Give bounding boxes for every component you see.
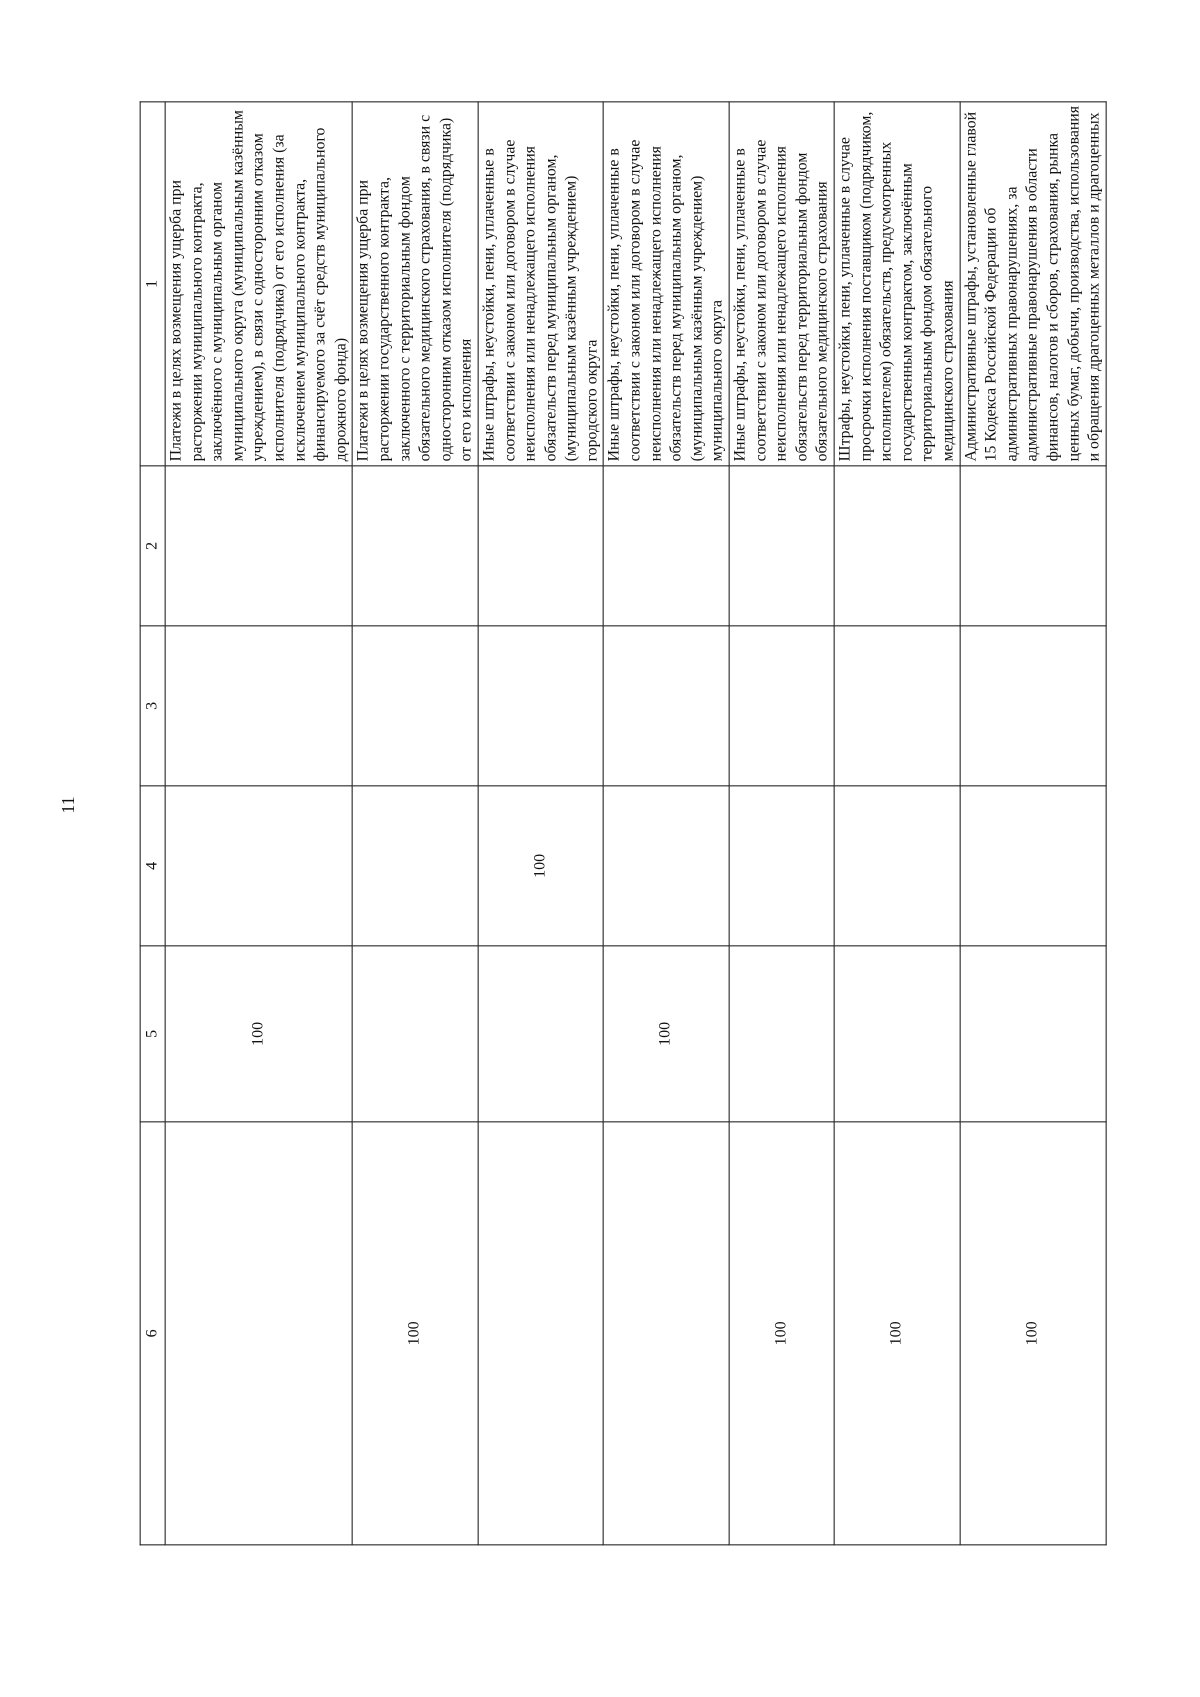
- col2-value: [729, 466, 834, 626]
- col6-value: [165, 1122, 352, 1545]
- col4-value: [834, 786, 960, 946]
- col5-value: [352, 946, 478, 1122]
- column-header: 4: [140, 786, 165, 946]
- column-header: 1: [140, 102, 165, 466]
- col6-value: [478, 1122, 604, 1545]
- col3-value: [352, 626, 478, 786]
- table-header-row: [140, 102, 165, 1545]
- col3-value: [165, 626, 352, 786]
- col3-value: [729, 626, 834, 786]
- col4-value: [729, 786, 834, 946]
- col4-value: [352, 786, 478, 946]
- col5-value: [729, 946, 834, 1122]
- column-header: 2: [140, 466, 165, 626]
- row-description: Иные штрафы, неустойки, пени, уплаченные в соответствии с законом или договором в случае неисполнения или ненадлежащего исполнения обязательств перед муниципальным органом, (муниципальным казённым учреждением) муниципального округа: [603, 102, 729, 466]
- col5-value: [834, 946, 960, 1122]
- col3-value: [834, 626, 960, 786]
- table-row: [959, 102, 1105, 1545]
- col6-value: 100: [959, 1122, 1105, 1545]
- col2-value: [834, 466, 960, 626]
- col5-value: 100: [603, 946, 729, 1122]
- col3-value: [478, 626, 604, 786]
- col5-value: [959, 946, 1105, 1122]
- col4-value: 100: [478, 786, 604, 946]
- col3-value: [603, 626, 729, 786]
- col6-value: 100: [352, 1122, 478, 1545]
- column-header: 6: [140, 1122, 165, 1545]
- row-description: Административные штрафы, установленные главой 15 Кодекса Российской Федерации об административных правонарушениях, за административные правонарушения в области финансов, налогов и сборов, страхования, рынка ценных бумаг, добычи, производства, использования и обращения драгоценных металлов и драгоценных: [959, 102, 1105, 466]
- col3-value: [959, 626, 1105, 786]
- row-description: Платежи в целях возмещения ущерба при расторжении муниципального контракта, заключённого с муниципальным органом муниципального округа (муниципальным казённым учреждением), в связи с односторонним отказом исполнителя (подрядчика) от его исполнения (за исключением муниципального контракта, финансируемого за счёт средств муниципального дорожного фонда): [165, 102, 352, 466]
- table-row: [478, 102, 604, 1545]
- col2-value: [478, 466, 604, 626]
- col2-value: [165, 466, 352, 626]
- col4-value: [959, 786, 1105, 946]
- table-row: [603, 102, 729, 1545]
- col6-value: 100: [729, 1122, 834, 1545]
- col6-value: [603, 1122, 729, 1545]
- column-header: 3: [140, 626, 165, 786]
- col5-value: [478, 946, 604, 1122]
- col2-value: [959, 466, 1105, 626]
- table-row: [165, 102, 352, 1545]
- page-number: 11: [58, 796, 78, 814]
- col6-value: 100: [834, 1122, 960, 1545]
- row-description: Иные штрафы, неустойки, пени, уплаченные в соответствии с законом или договором в случае неисполнения или ненадлежащего исполнения обязательств перед территориальным фондом обязательного медицинского страхования: [729, 102, 834, 466]
- table-row: [352, 102, 478, 1545]
- row-description: Иные штрафы, неустойки, пени, уплаченные в соответствии с законом или договором в случае неисполнения или ненадлежащего исполнения обязательств перед муниципальным органом, (муниципальным казённым учреждением) городского округа: [478, 102, 604, 466]
- table-row: [729, 102, 834, 1545]
- revenue-distribution-table: [139, 101, 1106, 1545]
- column-header: 5: [140, 946, 165, 1122]
- table-row: [834, 102, 960, 1545]
- col4-value: [603, 786, 729, 946]
- col2-value: [352, 466, 478, 626]
- row-description: Платежи в целях возмещения ущерба при расторжении государственного контракта, заключенного с территориальным фондом обязательного медицинского страхования, в связи с односторонним отказом исполнителя (подрядчика) от его исполнения: [352, 102, 478, 466]
- row-description: Штрафы, неустойки, пени, уплаченные в случае просрочки исполнения поставщиком (подрядчиком, исполнителем) обязательств, предусмотренных государственным контрактом, заключённым территориальным фондом обязательного медицинского страхования: [834, 102, 960, 466]
- col2-value: [603, 466, 729, 626]
- col5-value: 100: [165, 946, 352, 1122]
- col4-value: [165, 786, 352, 946]
